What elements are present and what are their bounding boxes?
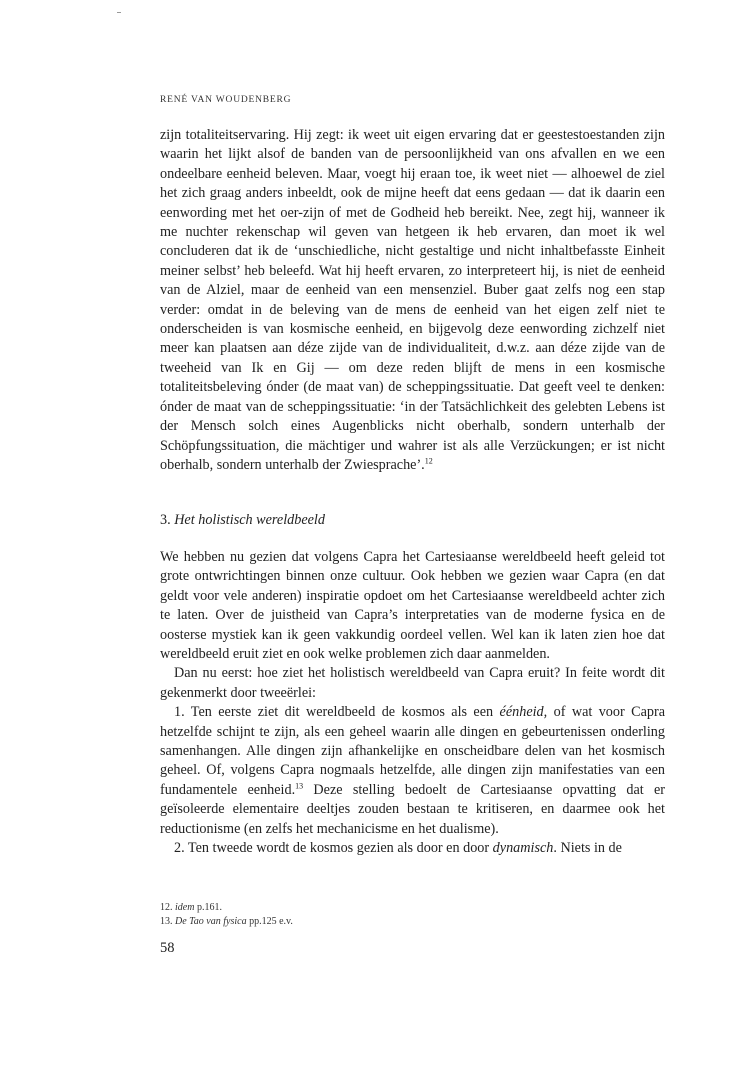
text-run: . Niets in de — [553, 840, 622, 857]
text-run: 2. Ten tweede wordt de kosmos gezien als door en door — [174, 840, 493, 857]
footnote-number: 12. — [160, 902, 173, 913]
paragraph: Dan nu eerst: hoe ziet het holistisch wereldbeeld van Capra eruit? In feite wordt dit gekenmerkt door tweeërlei: — [160, 665, 665, 701]
emphasis: dynamisch — [492, 840, 554, 857]
footnote-text: p.161. — [194, 902, 222, 913]
paragraph — [160, 703, 665, 839]
paragraph: We hebben nu gezien dat volgens Capra het Cartesiaanse wereldbeeld heeft geleid tot grote ontwrichtingen binnen onze cultuur. Ook hebben we gezien waar Capra (en dat geldt voor vele anderen) inspiratie opdoet om het Cartesiaanse wereldbeeld achter zich te laten. Over de juistheid van Capra’s interpretaties van de moderne fysica en de oosterse mystiek kan ik geen vakkundig oordeel vellen. Wel kan ik laten zien hoe dat wereldbeeld eruit ziet en ook welke problemen zich daar aanmelden. — [160, 549, 665, 663]
body-text-block-2 — [160, 548, 665, 859]
paragraph-text: zijn totaliteitservaring. Hij zegt: ik weet uit eigen ervaring dat er geestestoestanden zijn waarin het lijkt alsof de banden van de persoonlijkheid van ons afvallen en we een ondeelbare eenheid beleven. Maar, voegt hij eraan toe, ik weet niet — alhoewel de ziel het zich graag anders inbeeldt, ook de mijne heeft dat eens gedaan — dat ik daarin een eenwording met het oer-zijn of met de Godheid heb bereikt. Nee, zegt hij, wanneer ik me nuchter rekenschap wil geven van hetgeen ik heb ervaren, dan moet ik wel concluderen dat ik de ‘unschiedliche, nicht gestaltige und nicht inhaltbefasste Einheit meiner selbst’ heb beleefd. Wat hij heeft ervaren, zo interpreteert hij, is niet de eenheid van de Alziel, maar de eenheid van een mensenziel. Buber gaat zelfs nog een stap verder: omdat in de beleving van de mens de eenheid van het eigen zelf niet te onderscheiden is van kosmische eenheid, en bijgevolg deze eenwording zichzelf niet meer kan plaatsen aan déze zijde van de individualiteit, d.w.z. aan déze zijde van de tweeheid van Ik en Gij — om deze reden blijft de mens in een kosmische totaliteitsbeleving ónder (de maat van) de scheppingssituatie. Dat geeft veel te denken: ónder de maat van de scheppingssituatie: ‘in der Tatsächlichkeit des gelebten Lebens ist der Mensch solch eines Augenblicks nicht oberhalb, sondern unterhalb der Schöpfungssituation, die mächtiger und wahrer ist als alle Verzückungen; er ist nicht oberhalb, sondern unterhalb der Zwiesprache’. — [160, 127, 665, 473]
scan-mark — [117, 12, 121, 13]
running-head: RENÉ VAN WOUDENBERG — [160, 95, 292, 105]
footnote-ref-12: 12 — [424, 456, 433, 466]
paragraph — [160, 839, 665, 858]
section-title: Het holistisch wereldbeeld — [174, 512, 325, 528]
footnote-text: pp.125 e.v. — [246, 916, 293, 927]
paragraph — [160, 126, 665, 475]
footnote-ref-13: 13 — [295, 781, 304, 791]
footnote-number: 13. — [160, 916, 173, 927]
text-run: 1. Ten eerste ziet dit wereldbeeld de kosmos als een — [174, 704, 500, 721]
text-run: Deze stelling bedoelt de Cartesiaanse opvatting dat er geïsoleerde elementaire deeltjes zouden bestaan te kritiseren, en daarmee ook het reductionisme (en zelfs het mechanicisme en het dualisme). — [160, 781, 665, 837]
footnote-title: De Tao van fysica — [175, 916, 247, 927]
emphasis: éénheid, — [499, 704, 548, 721]
body-text-block-1 — [160, 126, 665, 475]
section-heading — [160, 512, 325, 529]
section-number: 3. — [160, 512, 171, 528]
footnote-12 — [160, 901, 665, 915]
footnote-title: idem — [175, 902, 195, 913]
text-run: of wat voor Capra hetzelfde schijnt te zijn, als een geheel waarin alle dingen en gebeurtenissen onderling samenhangen. Alle dingen zijn afhankelijke en onscheidbare delen van het kosmisch geheel. Of, volgens Capra nogmaals hetzelfde, alle dingen zijn manifestaties van een fundamentele eenheid. — [160, 704, 665, 798]
footnotes — [160, 901, 665, 929]
footnote-13 — [160, 915, 665, 929]
page-number: 58 — [160, 940, 175, 956]
